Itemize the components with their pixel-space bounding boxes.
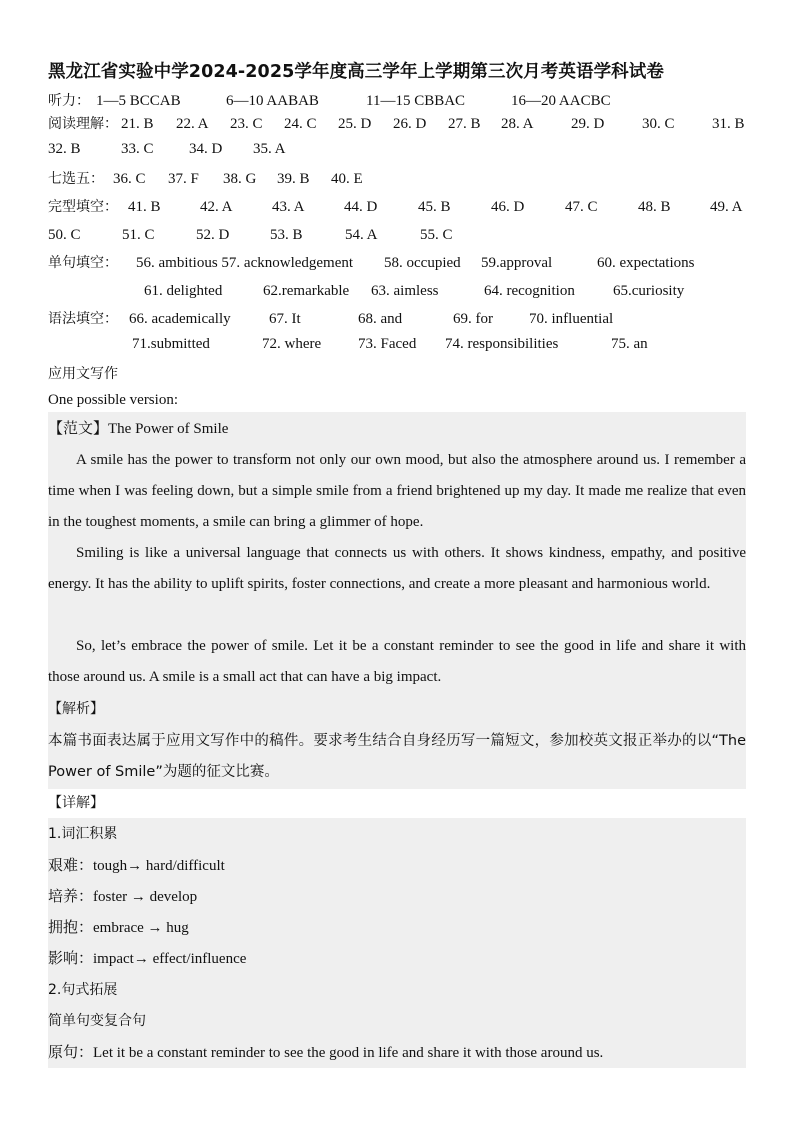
reading-answer: 22. A <box>176 116 209 132</box>
reading-answer: 24. C <box>284 116 317 132</box>
original-sentence: 原句：Let it be a constant reminder to see the good in life and share it with those around us. <box>48 1045 604 1061</box>
cloze-answer: 52. D <box>196 227 230 243</box>
cloze-label: 完型填空： <box>48 199 118 215</box>
single-item: 60. expectations <box>597 255 695 271</box>
single-item: 62.remarkable <box>263 283 350 299</box>
analysis-text: 本篇书面表达属于应用文写作中的稿件。要求考生结合自身经历写一篇短文，参加校英文报正举办的以“The Power of Smile”为题的征文比赛。 <box>48 733 746 780</box>
single-item: 64. recognition <box>484 283 575 299</box>
reading-label: 阅读理解： <box>48 116 118 132</box>
cloze-answer: 45. B <box>418 199 451 215</box>
reading-answer: 33. C <box>121 141 154 157</box>
reading-answer: 25. D <box>338 116 372 132</box>
possible-version-label: One possible version: <box>48 392 178 408</box>
listening-group: 11—15 CBBAC <box>366 93 466 109</box>
cloze-answer: 51. C <box>122 227 155 243</box>
vocab-heading: 1.词汇积累 <box>48 826 118 842</box>
reading-answer: 31. B <box>712 116 745 132</box>
grammar-item: 66. academically <box>129 311 231 327</box>
essay-heading: 【范文】The Power of Smile <box>48 421 229 437</box>
cloze-answer: 42. A <box>200 199 233 215</box>
vocab-item: 拥抱：embrace → hug <box>48 920 189 936</box>
single-item: 65.curiosity <box>613 283 685 299</box>
cloze-answer: 46. D <box>491 199 525 215</box>
cloze-answer: 49. A <box>710 199 743 215</box>
essay-paragraph: A smile has the power to transform not only our own mood, but also the atmosphere around us. I remember a time when I was feeling down, but a simple smile from a friend brightened up my day. It made me realize that even in the toughest moments, a smile can bring a glimmer of hope. <box>48 452 746 530</box>
seven-answer: 39. B <box>277 171 310 187</box>
reading-answer: 26. D <box>393 116 427 132</box>
cloze-answer: 50. C <box>48 227 81 243</box>
reading-answer: 28. A <box>501 116 534 132</box>
vocab-item: 影响：impact→ effect/influence <box>48 951 247 967</box>
reading-answer: 29. D <box>571 116 605 132</box>
listening-group: 1—5 BCCAB <box>96 93 181 109</box>
seven-label: 七选五： <box>48 171 104 187</box>
vocab-item: 培养：foster → develop <box>48 889 198 905</box>
essay-paragraph: Smiling is like a universal language that connects us with others. It shows kindness, empathy, and positive energy. It has the ability to uplift spirits, foster connections, and create a more pleasant and harmonious world. <box>48 545 746 592</box>
listening-label: 听力： <box>48 93 90 109</box>
grammar-item: 69. for <box>453 311 493 327</box>
single-item: 63. aimless <box>371 283 439 299</box>
single-item: 61. delighted <box>144 283 223 299</box>
reading-answer: 27. B <box>448 116 481 132</box>
cloze-answer: 54. A <box>345 227 378 243</box>
writing-heading: 应用文写作 <box>48 366 118 382</box>
grammar-item: 68. and <box>358 311 403 327</box>
single-label: 单句填空： <box>48 255 118 271</box>
reading-answer: 32. B <box>48 141 81 157</box>
listening-group: 16—20 AACBC <box>511 93 611 109</box>
single-item: 56. ambitious 57. acknowledgement <box>136 255 354 271</box>
seven-answer: 38. G <box>223 171 257 187</box>
listening-row <box>48 91 90 111</box>
grammar-item: 73. Faced <box>358 336 417 352</box>
cloze-answer: 53. B <box>270 227 303 243</box>
page-title: 黑龙江省实验中学2024-2025学年度高三学年上学期第三次月考英语学科试卷 <box>48 62 664 82</box>
grammar-label: 语法填空： <box>48 311 118 327</box>
vocab-item: 艰难：tough→ hard/difficult <box>48 858 225 874</box>
cloze-answer: 41. B <box>128 199 161 215</box>
grammar-item: 75. an <box>611 336 648 352</box>
cloze-answer: 43. A <box>272 199 305 215</box>
reading-answer: 34. D <box>189 141 223 157</box>
reading-answer: 21. B <box>121 116 154 132</box>
seven-answer: 40. E <box>331 171 363 187</box>
cloze-answer: 44. D <box>344 199 378 215</box>
seven-answer: 37. F <box>168 171 199 187</box>
grammar-item: 67. It <box>269 311 301 327</box>
grammar-item: 70. influential <box>529 311 614 327</box>
reading-answer: 35. A <box>253 141 286 157</box>
reading-answer: 30. C <box>642 116 675 132</box>
analysis-heading: 【解析】 <box>48 701 104 717</box>
grammar-item: 72. where <box>262 336 322 352</box>
seven-answer: 36. C <box>113 171 146 187</box>
cloze-answer: 47. C <box>565 199 598 215</box>
grammar-item: 71.submitted <box>132 336 210 352</box>
grammar-item: 74. responsibilities <box>445 336 559 352</box>
sentence-heading: 2.句式拓展 <box>48 982 118 998</box>
essay-paragraph: So, let’s embrace the power of smile. Let it be a constant reminder to see the good in life and share it with those around us. A smile is a small act that can have a big impact. <box>48 638 746 685</box>
listening-group: 6—10 AABAB <box>226 93 319 109</box>
reading-answer: 23. C <box>230 116 263 132</box>
single-item: 58. occupied <box>384 255 461 271</box>
cloze-answer: 55. C <box>420 227 453 243</box>
detail-heading: 【详解】 <box>48 795 104 811</box>
single-item: 59.approval <box>481 255 553 271</box>
cloze-answer: 48. B <box>638 199 671 215</box>
sentence-subheading: 简单句变复合句 <box>48 1013 146 1029</box>
